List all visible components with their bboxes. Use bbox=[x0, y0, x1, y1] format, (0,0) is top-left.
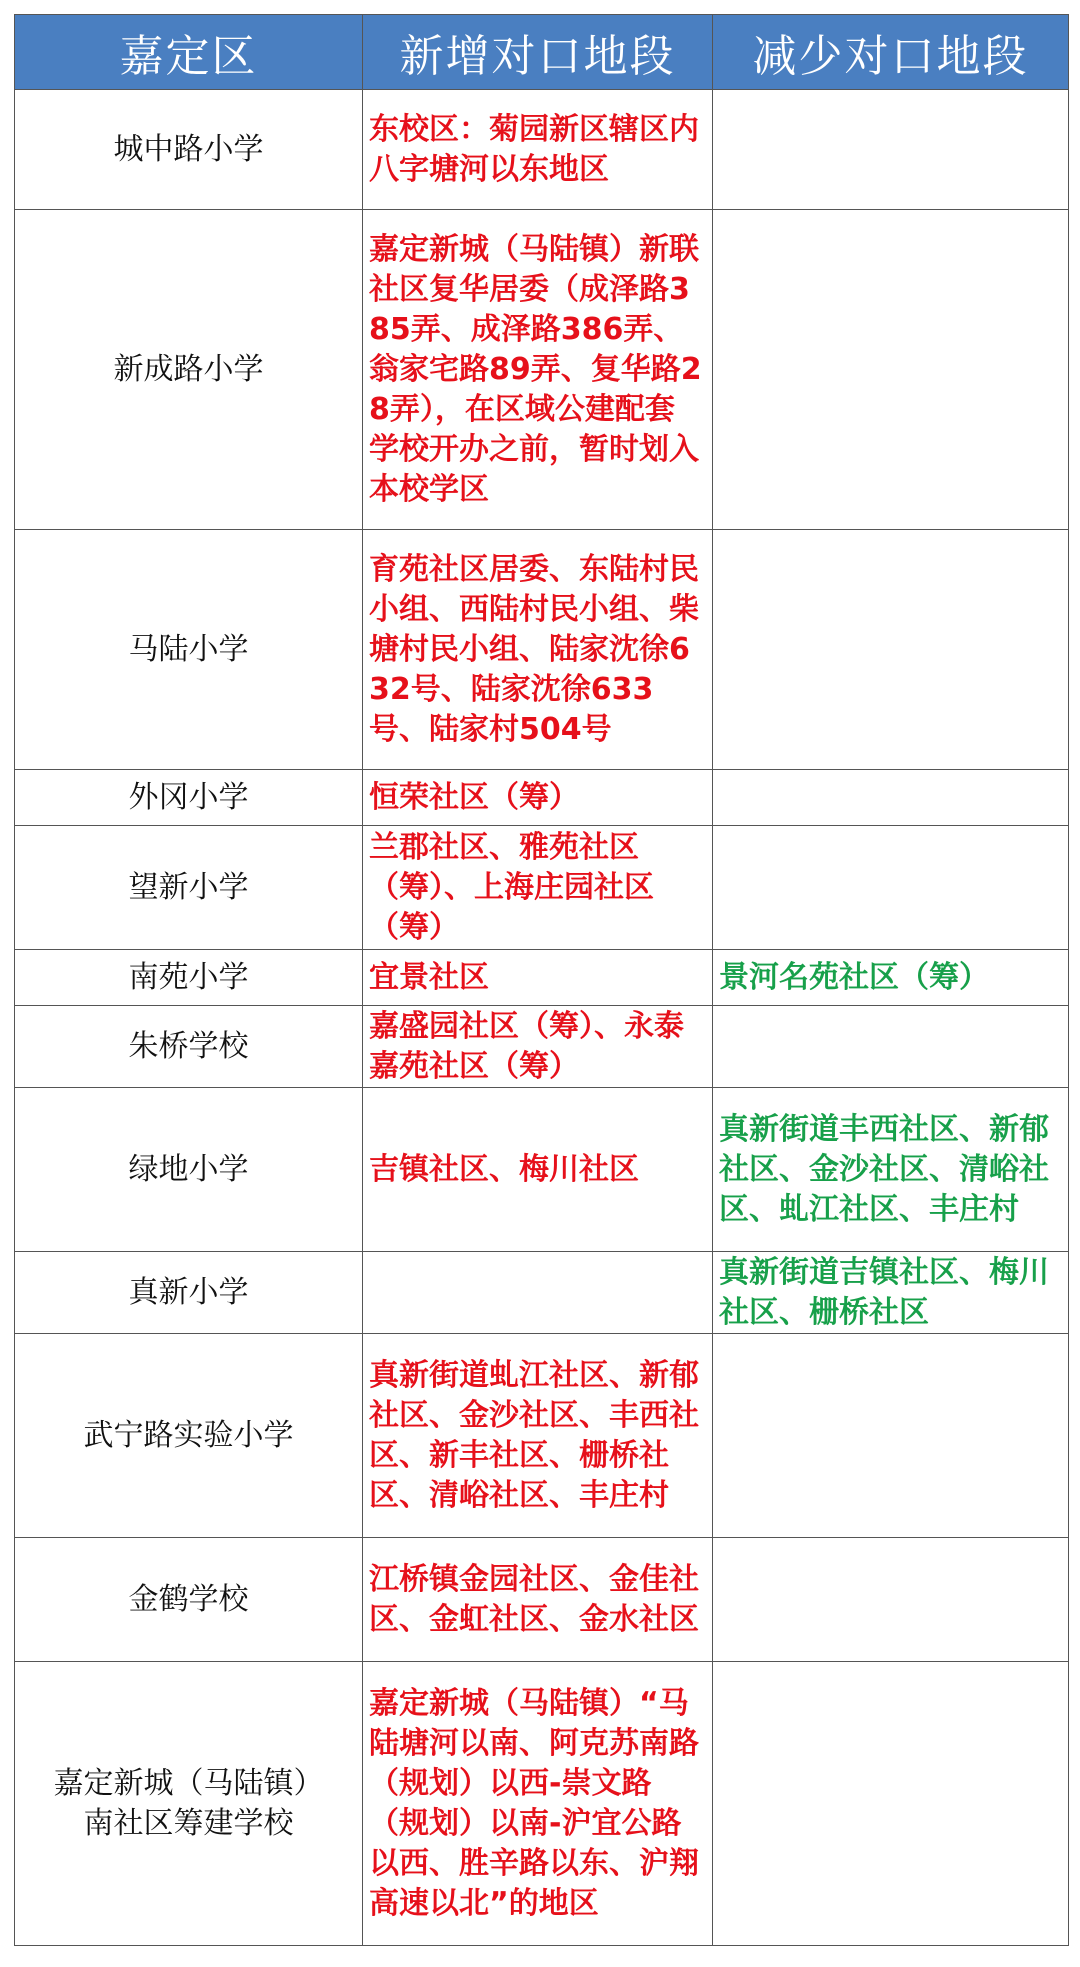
removed-area bbox=[713, 1538, 1069, 1662]
school-name-line-2: 南社区筹建学校 bbox=[83, 1805, 294, 1841]
school-name: 马陆小学 bbox=[15, 530, 363, 770]
added-area bbox=[363, 1252, 713, 1334]
added-area: 恒荣社区（筹） bbox=[363, 770, 713, 826]
school-name: 真新小学 bbox=[15, 1252, 363, 1334]
added-area: 真新街道虬江社区、新郁社区、金沙社区、丰西社区、新丰社区、栅桥社区、清峪社区、丰庄村 bbox=[363, 1334, 713, 1538]
school-name: 金鹤学校 bbox=[15, 1538, 363, 1662]
removed-area: 真新街道丰西社区、新郁社区、金沙社区、清峪社区、虬江社区、丰庄村 bbox=[713, 1088, 1069, 1252]
removed-area bbox=[713, 826, 1069, 950]
added-area: 东校区：菊园新区辖区内八字塘河以东地区 bbox=[363, 90, 713, 210]
removed-area bbox=[713, 530, 1069, 770]
removed-area bbox=[713, 1006, 1069, 1088]
school-name: 武宁路实验小学 bbox=[15, 1334, 363, 1538]
header-row bbox=[15, 15, 1069, 90]
added-area: 吉镇社区、梅川社区 bbox=[363, 1088, 713, 1252]
added-area: 宜景社区 bbox=[363, 950, 713, 1006]
table-row bbox=[15, 1334, 1069, 1538]
table-row bbox=[15, 950, 1069, 1006]
table-row bbox=[15, 90, 1069, 210]
table-row bbox=[15, 210, 1069, 530]
school-name-line-1: 嘉定新城（马陆镇） bbox=[53, 1765, 324, 1801]
added-area: 嘉定新城（马陆镇）“马陆塘河以南、阿克苏南路（规划）以西-崇文路（规划）以南-沪宜公路以西、胜辛路以东、沪翔高速以北”的地区 bbox=[363, 1662, 713, 1946]
school-name: 望新小学 bbox=[15, 826, 363, 950]
school-name bbox=[15, 1662, 363, 1946]
table-row bbox=[15, 530, 1069, 770]
school-name: 朱桥学校 bbox=[15, 1006, 363, 1088]
table-row bbox=[15, 826, 1069, 950]
added-area: 江桥镇金园社区、金佳社区、金虹社区、金水社区 bbox=[363, 1538, 713, 1662]
header-district: 嘉定区 bbox=[15, 15, 363, 90]
removed-area bbox=[713, 1662, 1069, 1946]
school-name: 南苑小学 bbox=[15, 950, 363, 1006]
school-name: 外冈小学 bbox=[15, 770, 363, 826]
header-added: 新增对口地段 bbox=[363, 15, 713, 90]
header-removed: 减少对口地段 bbox=[713, 15, 1069, 90]
removed-area bbox=[713, 1334, 1069, 1538]
removed-area bbox=[713, 770, 1069, 826]
table-row bbox=[15, 1538, 1069, 1662]
added-area: 嘉盛园社区（筹）、永泰嘉苑社区（筹） bbox=[363, 1006, 713, 1088]
added-area: 育苑社区居委、东陆村民小组、西陆村民小组、柴塘村民小组、陆家沈徐632号、陆家沈徐633号、陆家村504号 bbox=[363, 530, 713, 770]
table-row bbox=[15, 770, 1069, 826]
table-row bbox=[15, 1662, 1069, 1946]
school-district-table bbox=[14, 14, 1069, 1946]
school-name: 城中路小学 bbox=[15, 90, 363, 210]
table-row bbox=[15, 1088, 1069, 1252]
removed-area bbox=[713, 210, 1069, 530]
table-row bbox=[15, 1006, 1069, 1088]
added-area: 兰郡社区、雅苑社区（筹）、上海庄园社区（筹） bbox=[363, 826, 713, 950]
school-name: 绿地小学 bbox=[15, 1088, 363, 1252]
removed-area: 真新街道吉镇社区、梅川社区、栅桥社区 bbox=[713, 1252, 1069, 1334]
removed-area: 景河名苑社区（筹） bbox=[713, 950, 1069, 1006]
added-area: 嘉定新城（马陆镇）新联社区复华居委（成泽路385弄、成泽路386弄、翁家宅路89弄、复华路28弄），在区域公建配套学校开办之前，暂时划入本校学区 bbox=[363, 210, 713, 530]
removed-area bbox=[713, 90, 1069, 210]
school-name: 新成路小学 bbox=[15, 210, 363, 530]
table-row bbox=[15, 1252, 1069, 1334]
